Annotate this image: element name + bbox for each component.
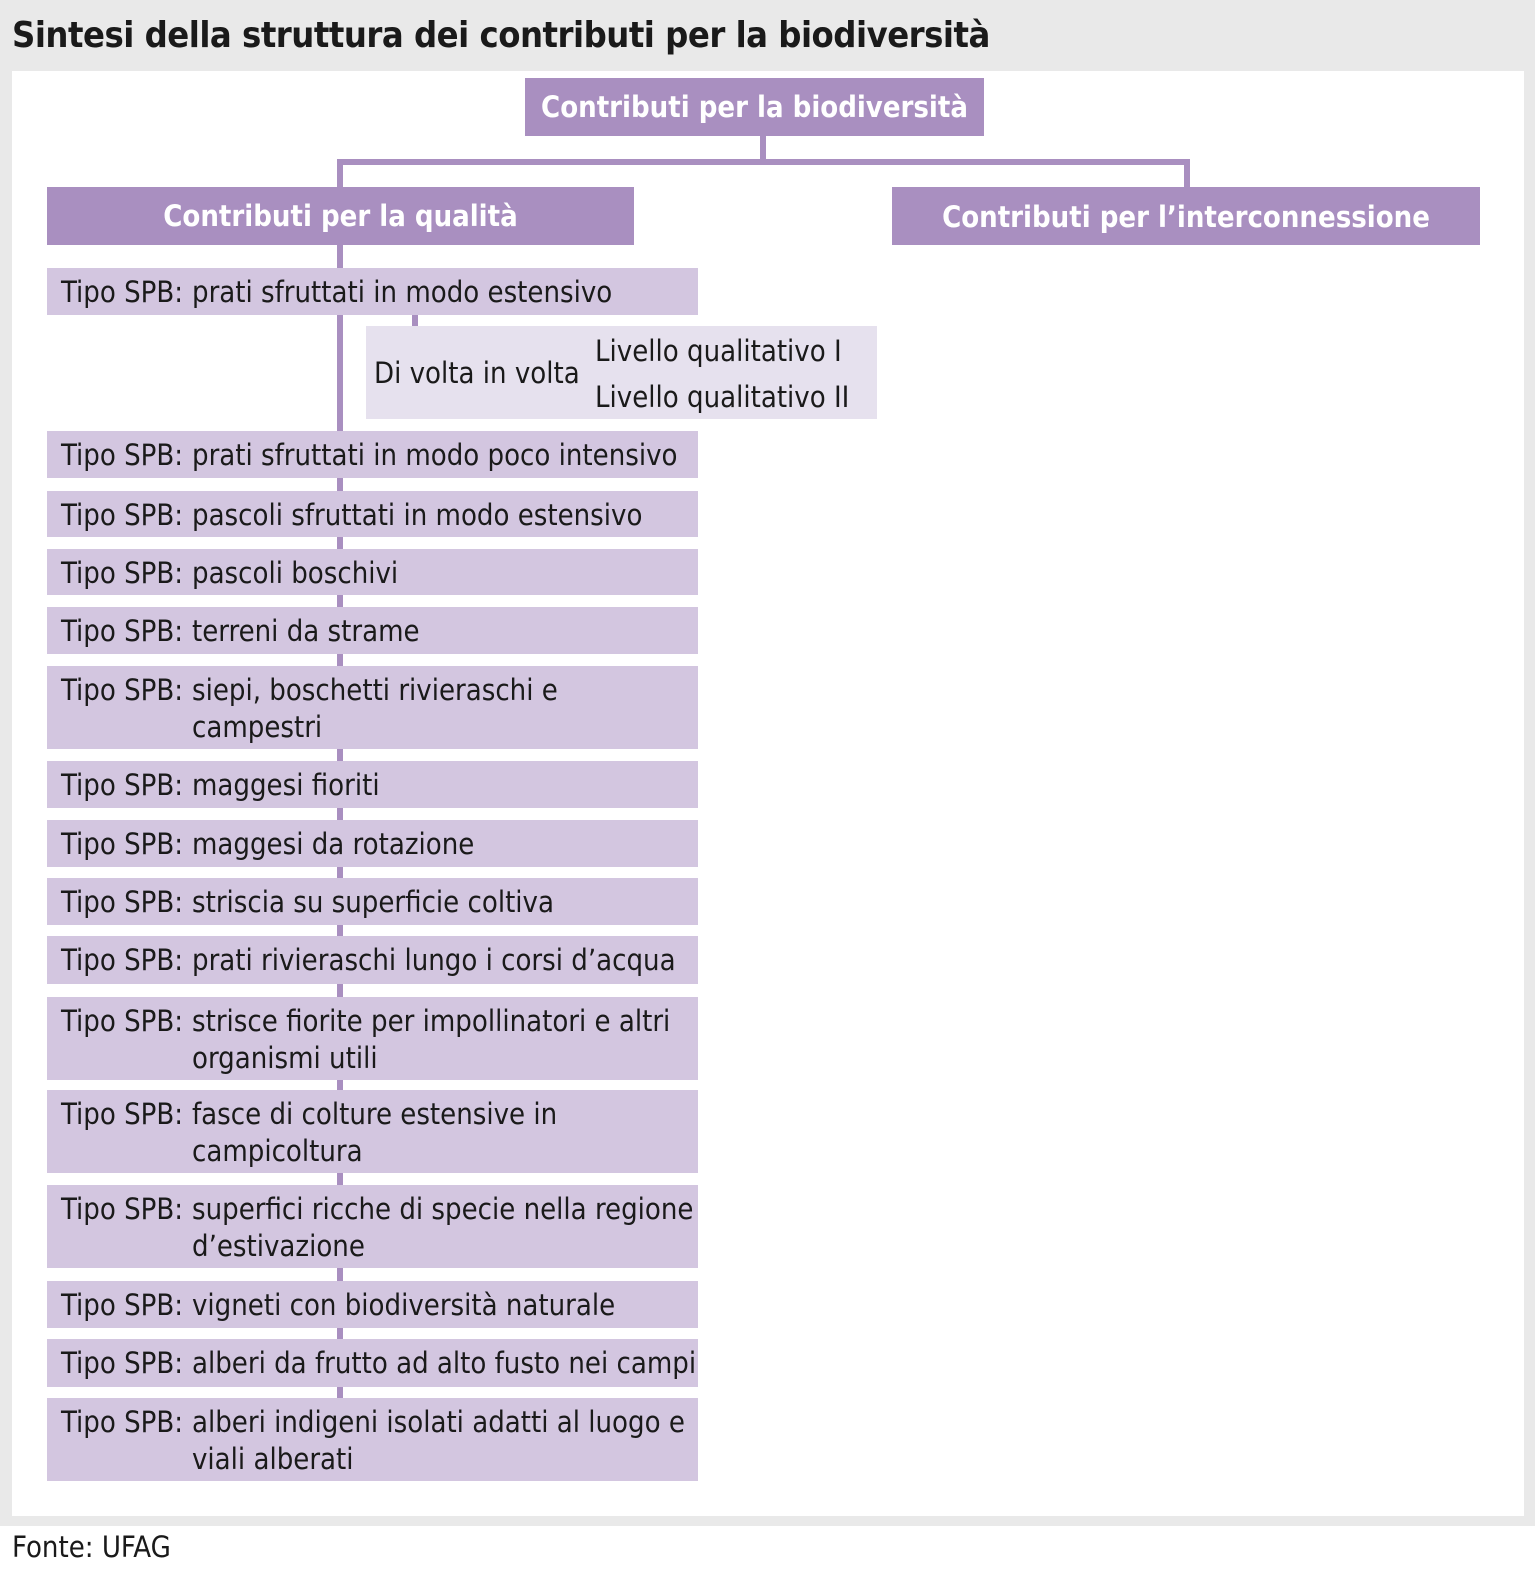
spb-label: strisce fiorite per impollinatori e altri organismi utili [192, 1004, 671, 1075]
quality-levels-box [366, 326, 877, 419]
spb-prefix: Tipo SPB: [61, 614, 184, 648]
spb-prefix: Tipo SPB: [61, 1004, 184, 1038]
spb-prefix: Tipo SPB: [61, 943, 184, 977]
figure-title: Sintesi della struttura dei contributi per la biodiversità [12, 15, 990, 56]
spb-item [47, 1281, 698, 1328]
interconnection-node: Contributi per l’interconnessione [892, 187, 1480, 245]
spb-label: alberi da frutto ad alto fusto nei campi [192, 1346, 697, 1380]
spb-label: prati sfruttati in modo poco intensivo [192, 438, 678, 472]
spb-prefix: Tipo SPB: [61, 498, 184, 532]
spb-label: pascoli sfruttati in modo estensivo [192, 498, 643, 532]
levels-label: Di volta in volta [374, 356, 580, 390]
spb-label: prati rivieraschi lungo i corsi d’acqua [192, 943, 676, 977]
spb-prefix: Tipo SPB: [61, 768, 184, 802]
spb-item [47, 491, 698, 537]
branch-bar [337, 159, 1190, 165]
spb-label: superfici ricche di specie nella regione d’estivazione [192, 1192, 694, 1263]
spb-item [47, 1398, 698, 1481]
spb-label: pascoli boschivi [192, 556, 399, 590]
quality-node: Contributi per la qualità [47, 187, 634, 245]
spb-prefix: Tipo SPB: [61, 827, 184, 861]
spb-prefix: Tipo SPB: [61, 885, 184, 919]
spb-prefix: Tipo SPB: [61, 673, 184, 707]
spb-item [47, 549, 698, 595]
spb-item [47, 997, 698, 1080]
spb-prefix: Tipo SPB: [61, 1192, 184, 1226]
spb-label: alberi indigeni isolati adatti al luogo e viali alberati [192, 1405, 685, 1476]
spb-item [47, 820, 698, 867]
spb-prefix: Tipo SPB: [61, 1346, 184, 1380]
spb-label: vigneti con biodiversità naturale [192, 1288, 616, 1322]
spb-label: maggesi fioriti [192, 768, 380, 802]
spb-label: prati sfruttati in modo estensivo [192, 275, 613, 309]
spb-prefix: Tipo SPB: [61, 1097, 184, 1131]
spb-item [47, 607, 698, 654]
spb-item [47, 936, 698, 984]
level-1: Livello qualitativo I [595, 334, 842, 368]
spb-item [47, 1185, 698, 1268]
spb-label: maggesi da rotazione [192, 827, 475, 861]
level-2: Livello qualitativo II [595, 380, 850, 414]
spb-item [47, 761, 698, 808]
spb-label: fasce di colture estensive in campicoltura [192, 1097, 558, 1168]
spb-item [47, 431, 698, 478]
spb-item [47, 1090, 698, 1173]
right-branch-connector [1184, 159, 1190, 189]
source-note: Fonte: UFAG [12, 1530, 171, 1564]
spb-label: terreni da strame [192, 614, 420, 648]
root-node: Contributi per la biodiversità [525, 78, 984, 136]
spb-prefix: Tipo SPB: [61, 1288, 184, 1322]
spb-prefix: Tipo SPB: [61, 556, 184, 590]
spb-item [47, 1339, 698, 1387]
left-branch-connector [337, 159, 343, 189]
spb-label: striscia su superficie coltiva [192, 885, 554, 919]
spb-item [47, 878, 698, 925]
spb-label: siepi, boschetti rivieraschi e campestri [192, 673, 558, 744]
spb-item [47, 268, 698, 315]
spb-prefix: Tipo SPB: [61, 1405, 184, 1439]
spb-prefix: Tipo SPB: [61, 438, 184, 472]
spb-prefix: Tipo SPB: [61, 275, 184, 309]
spb-item [47, 666, 698, 749]
